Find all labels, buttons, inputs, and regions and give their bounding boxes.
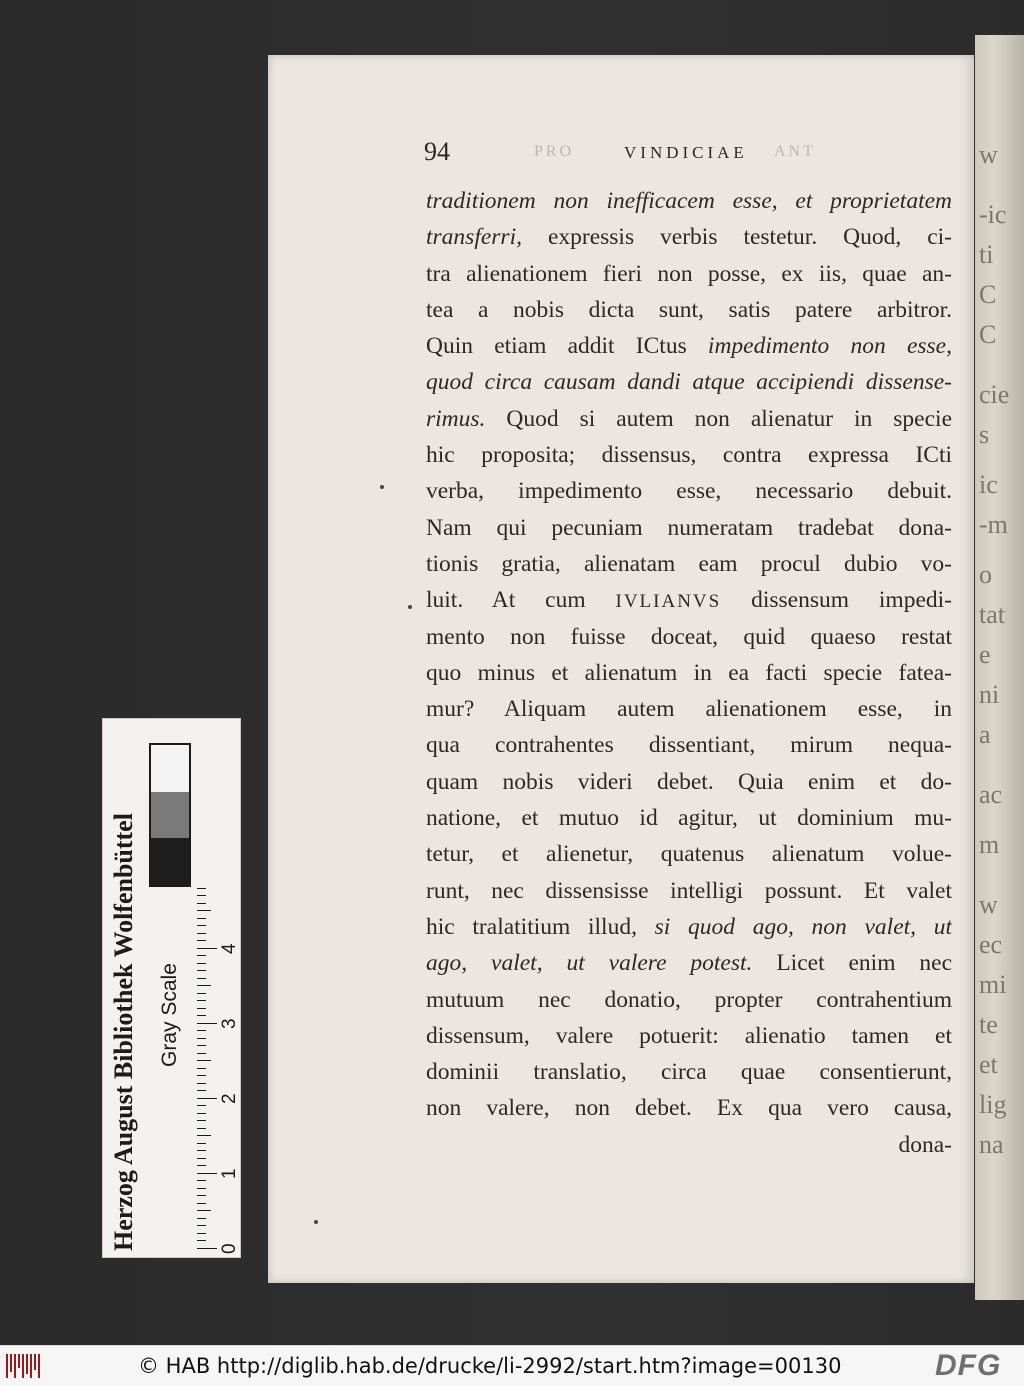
ruler-tick	[197, 1173, 217, 1174]
ruler-number: 0	[219, 1243, 240, 1254]
facing-page-fragment: s	[979, 420, 990, 449]
ruler-tick	[197, 1031, 206, 1032]
paper-speck	[314, 1220, 318, 1224]
text-line	[426, 1054, 952, 1090]
facing-page-fragment: C	[979, 320, 997, 349]
ruler-tick	[197, 1076, 206, 1077]
ruler-tick	[197, 993, 206, 994]
text-segment: tea a nobis dicta sunt, satis patere arbitror.	[426, 296, 952, 323]
text-line	[426, 727, 952, 763]
ruler-tick	[197, 1166, 206, 1167]
text-segment: mutuum nec donatio, propter contrahentium	[426, 986, 952, 1013]
ruler-tick	[197, 1083, 206, 1084]
barcode-icon	[6, 1354, 44, 1378]
color-scale-ruler	[102, 718, 241, 1258]
italic-text: si quod ago, non valet, ut	[654, 913, 952, 940]
text-line	[426, 619, 952, 655]
text-line	[426, 219, 952, 255]
ruler-tick	[197, 1001, 206, 1002]
text-line	[426, 800, 952, 836]
institution-name: Herzog August Bibliothek Wolfenbüttel	[109, 813, 138, 1251]
ruler-tick	[197, 1226, 206, 1227]
text-segment: expressis verbis testetur. Quod, ci-	[521, 224, 952, 251]
ruler-tick	[197, 1016, 206, 1017]
facing-page-fragment: w	[979, 140, 998, 169]
ruler-tick	[197, 888, 206, 889]
ruler-number: 4	[219, 943, 240, 954]
ruler-tick	[197, 1061, 211, 1062]
show-through-left: PRO	[534, 143, 575, 160]
ruler-tick	[197, 918, 206, 919]
text-segment: dona-	[898, 1131, 952, 1158]
italic-text: ago, valet, ut valere potest.	[426, 950, 753, 977]
ruler-tick	[197, 1218, 206, 1219]
facing-page-fragment: a	[979, 720, 991, 749]
ruler-tick	[197, 948, 217, 949]
ruler-tick	[197, 1158, 206, 1159]
text-segment: Nam qui pecuniam numeratam tradebat dona-	[426, 514, 952, 541]
page-number: 94	[424, 137, 450, 166]
facing-page-fragment: o	[979, 560, 992, 589]
ruler-tick	[197, 911, 211, 912]
text-segment: mento non fuisse doceat, quid quaeso restat	[426, 623, 952, 650]
text-segment: tra alienationem fieri non posse, ex iis, quae an-	[426, 260, 952, 287]
ruler-tick	[197, 1068, 206, 1069]
text-line	[426, 256, 952, 292]
ruler-tick	[197, 1143, 206, 1144]
text-segment: dominii translatio, circa quae consentierunt,	[426, 1059, 952, 1086]
facing-page-fragment: e	[979, 640, 991, 669]
text-segment: non valere, non debet. Ex qua vero causa,	[426, 1095, 952, 1122]
text-line	[426, 982, 952, 1018]
text-line	[426, 364, 952, 400]
scale-label: Gray Scale	[158, 963, 181, 1067]
facing-page-fragment: m	[979, 830, 1000, 859]
text-line	[426, 764, 952, 800]
book-page	[268, 55, 974, 1283]
paper-speck	[408, 605, 412, 609]
facing-page-fragment: C	[979, 280, 997, 309]
ruler-tick	[197, 1091, 206, 1092]
text-line	[426, 836, 952, 872]
gray-swatch	[151, 838, 189, 885]
ruler-tick	[197, 1106, 206, 1107]
ruler-number: 2	[219, 1093, 240, 1104]
text-segment: tetur, et alienetur, quatenus alienatum volue-	[426, 841, 952, 868]
show-through-right: ANT	[774, 143, 816, 160]
gray-swatch	[151, 792, 189, 839]
text-line	[426, 691, 952, 727]
ruler-tick	[197, 1121, 206, 1122]
text-line	[426, 328, 952, 364]
ruler-tick	[197, 896, 206, 897]
ruler-tick	[197, 903, 206, 904]
ruler-tick	[197, 1128, 206, 1129]
ruler-tick	[197, 986, 211, 987]
ruler-tick	[197, 956, 206, 957]
facing-page-fragment: cie	[979, 380, 1010, 409]
ruler-tick	[197, 1023, 217, 1024]
text-line	[426, 909, 952, 945]
facing-page-fragment: ec	[979, 930, 1003, 959]
text-segment: Quod si autem non alienatur in specie	[485, 405, 952, 432]
facing-page-fragment: tat	[979, 600, 1005, 629]
text-segment: natione, et mutuo id agitur, ut dominium mu-	[426, 805, 952, 832]
facing-page-fragment: -ic	[979, 200, 1007, 229]
text-segment: runt, nec dissensisse intelligi possunt. Et valet	[426, 877, 952, 904]
text-line	[426, 1018, 952, 1054]
text-segment: tionis gratia, alienatam eam procul dubio vo-	[426, 550, 952, 577]
ruler-tick	[197, 1233, 206, 1234]
italic-text: transferri,	[426, 224, 522, 251]
ruler-tick	[197, 1248, 217, 1249]
text-segment: Quin etiam addit ICtus	[426, 333, 708, 360]
italic-text: traditionem non inefficacem esse, et proprietatem	[426, 188, 952, 214]
facing-page-edge	[975, 35, 1024, 1300]
text-line	[426, 1090, 952, 1126]
gray-swatches	[149, 743, 191, 887]
text-segment: hic tralatitium illud,	[426, 913, 655, 940]
ruler-tick	[197, 1038, 206, 1039]
ruler-tick	[197, 978, 206, 979]
text-line	[426, 183, 952, 219]
ruler-ticks	[197, 719, 240, 1257]
text-line	[426, 437, 952, 473]
facing-page-fragment: et	[979, 1050, 998, 1079]
text-line	[426, 945, 952, 981]
credit-link[interactable]: © HAB http://diglib.hab.de/drucke/li-2992/start.htm?image=00130	[138, 1354, 842, 1378]
text-line	[426, 873, 952, 909]
gray-swatch	[151, 745, 189, 792]
ruler-tick	[197, 971, 206, 972]
facing-page-fragment: ac	[979, 780, 1003, 809]
text-line	[426, 1127, 952, 1163]
italic-text: quod circa causam dandi atque accipiendi dissense-	[426, 369, 952, 396]
italic-text: impedimento non esse,	[707, 333, 952, 360]
paper-speck	[380, 485, 384, 489]
running-title: VINDICIAE	[624, 143, 748, 162]
text-segment: hic proposita; dissensus, contra expressa ICti	[426, 442, 952, 469]
facing-page-fragment: -m	[979, 510, 1008, 539]
text-segment: quo minus et alienatum in ea facti specie fatea-	[426, 659, 952, 686]
ruler-tick	[197, 1151, 206, 1152]
facing-page-fragment: ic	[979, 470, 998, 499]
viewer-footer	[0, 1345, 1024, 1386]
ruler-tick	[197, 1203, 206, 1204]
ruler-tick	[197, 941, 206, 942]
ruler-tick	[197, 1196, 206, 1197]
ruler-tick	[197, 963, 206, 964]
ruler-number: 1	[219, 1168, 240, 1179]
ruler-number: 3	[219, 1018, 240, 1029]
text-segment: dissensum impedi-	[721, 587, 952, 614]
text-line	[426, 582, 952, 618]
facing-page-fragment: na	[979, 1130, 1004, 1159]
ruler-tick	[197, 1098, 217, 1099]
dfg-logo: DFG	[935, 1349, 1002, 1382]
ruler-tick	[197, 1053, 206, 1054]
ruler-tick	[197, 1008, 206, 1009]
ruler-tick	[197, 1188, 206, 1189]
facing-page-fragment: ni	[979, 680, 1000, 709]
text-segment: Licet enim nec	[752, 950, 952, 977]
text-segment: luit. At cum	[426, 587, 616, 614]
facing-page-fragment: ti	[979, 240, 994, 269]
ruler-tick	[197, 1211, 211, 1212]
ruler-tick	[197, 1136, 211, 1137]
small-caps-name: IVLIANVS	[615, 591, 722, 613]
text-segment: mur? Aliquam autem alienationem esse, in	[426, 696, 952, 723]
ruler-tick	[197, 1113, 206, 1114]
italic-text: rimus.	[426, 405, 486, 432]
text-segment: dissensum, valere potuerit: alienatio tamen et	[426, 1022, 952, 1049]
running-head	[424, 137, 954, 167]
ruler-tick	[197, 1046, 206, 1047]
ruler-tick	[197, 933, 206, 934]
text-line	[426, 510, 952, 546]
ruler-tick	[197, 1181, 206, 1182]
text-segment: quam nobis videri debet. Quia enim et do-	[426, 768, 952, 795]
facing-page-fragment: te	[979, 1010, 998, 1039]
text-line	[426, 401, 952, 437]
text-line	[426, 473, 952, 509]
text-line	[426, 655, 952, 691]
facing-page-fragment: w	[979, 890, 998, 919]
text-segment: qua contrahentes dissentiant, mirum nequa-	[426, 732, 952, 759]
ruler-tick	[197, 926, 206, 927]
ruler-tick	[197, 1241, 206, 1242]
page-text	[426, 183, 952, 1163]
ruler-content	[103, 719, 240, 1257]
text-segment: verba, impedimento esse, necessario debuit.	[426, 478, 952, 505]
text-line	[426, 546, 952, 582]
text-line	[426, 292, 952, 328]
facing-page-fragment: lig	[979, 1090, 1007, 1119]
facing-page-fragment: mi	[979, 970, 1007, 999]
